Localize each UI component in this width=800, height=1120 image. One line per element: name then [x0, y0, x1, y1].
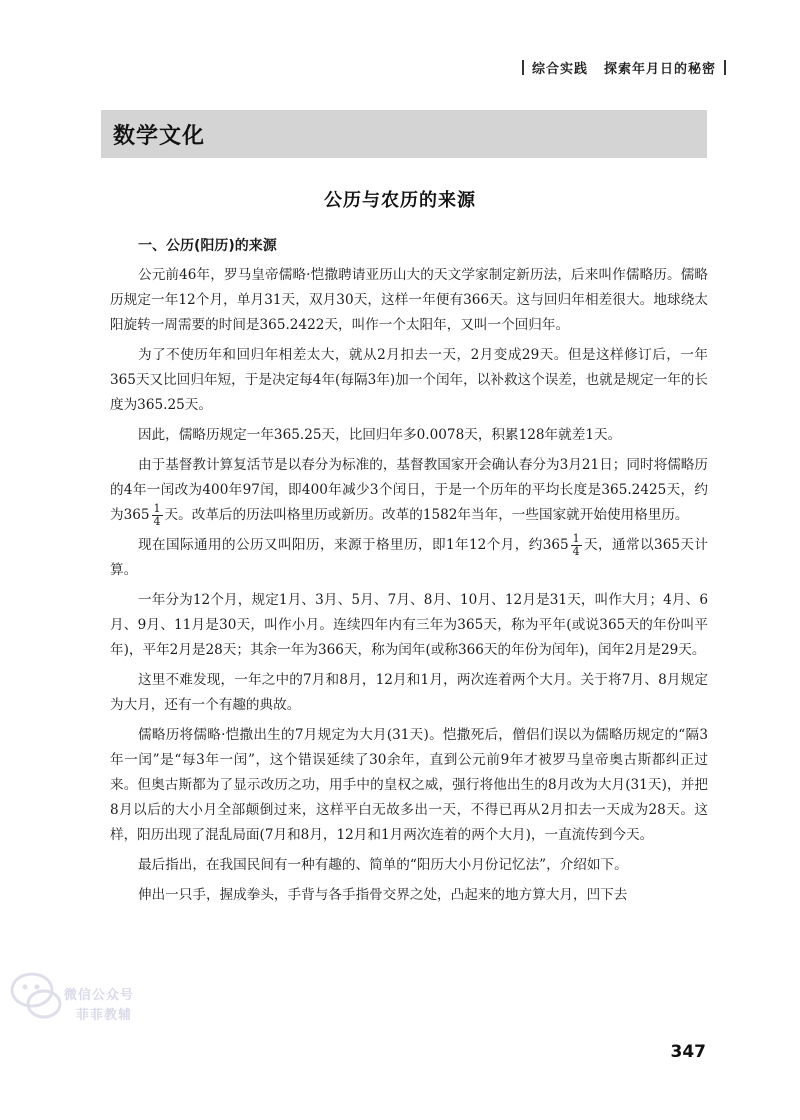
- section-banner: [101, 110, 707, 158]
- paragraph-current-calendar: 现在国际通用的公历又叫阳历，来源于格里历，即1年12个月，约365 $\frac{1}{4}$ 天，通常以365天计算。: [110, 532, 708, 578]
- header-divider-right: [724, 60, 726, 75]
- paragraph-leap-year-revision: 为了不使历年和回归年相差太大，就从2月扣去一天，2月变成29天。但是这样修订后，一年365天又比回归年短，于是决定每4年(每隔3年)加一个闰年，以补救这个误差，也就是规定一年的长度为365.25天。: [110, 347, 708, 413]
- page-number: 347: [670, 1042, 706, 1062]
- article-title: 公历与农历的来源: [324, 190, 476, 211]
- header-topic: 探索年月日的秘密: [603, 62, 716, 77]
- subheading-gregorian-origin: 一、公历(阳历)的来源: [138, 238, 277, 254]
- paragraph-big-small-months: 一年分为12个月，规定1月、3月、5月、7月、8月、10月、12月是31天，叫作大月；4月、6月、9月、11月是30天，叫作小月。连续四年内有三年为365天，称为平年(或说365天的年份叫平年)，平年2月是28天；其余一年为366天，称为闰年(或称366天的年份为闰年)，闰年2月是29天。: [110, 592, 708, 658]
- fraction-one-quarter: $\frac{1}{4}$: [153, 502, 161, 528]
- section-banner-title: 数学文化: [113, 123, 206, 149]
- paragraph-memory-method: 最后指出，在我国民间有一种有趣的、简单的“阳历大小月份记忆法”，介绍如下。: [138, 857, 628, 873]
- header-divider-left: [522, 60, 524, 75]
- fraction-one-quarter-2: $\frac{1}{4}$: [572, 532, 580, 558]
- paragraph-gregorian-reform: 由于基督教计算复活节是以春分为标准的，基督教国家开会确认春分为3月21日；同时将儒略历的4年一闰改为400年97闰，即400年减少3个闰日，于是一个历年的平均长度是365.2425天，约为365 $\frac{1}{4}$ 天。改革后的历法叫格里历或新历。改革的1582年当年，一些国家就开始使用格里历。: [110, 457, 708, 528]
- watermark: [6, 960, 196, 1030]
- paragraph-july-august: 这里不难发现，一年之中的7月和8月，12月和1月，两次连着两个大月。关于将7月、8月规定为大月，还有一个有趣的典故。: [110, 672, 708, 713]
- header-chapter: 综合实践: [531, 62, 588, 77]
- watermark-line1: 微信公众号: [64, 988, 135, 1003]
- running-header: [514, 58, 734, 77]
- watermark-line2: 菲菲教辅: [76, 1008, 133, 1023]
- paragraph-augustus-story: 儒略历将儒略·恺撒出生的7月规定为大月(31天)。恺撒死后，僧侣们误以为儒略历规定的“隔3年一闰”是“每3年一闰”，这个错误延续了30余年，直到公元前9年才被罗马皇帝奥古斯都纠正过来。但奥古斯都为了显示改历之功，用手中的皇权之威，强行将他出生的8月改为大月(31天)，并把8月以后的大小月全部颠倒过来，这样平白无故多出一天，不得已再从2月扣去一天成为28天。这样，阳历出现了混乱局面(7月和8月，12月和1月两次连着的两个大月)，一直流传到今天。: [110, 727, 708, 843]
- paragraph-julian-calendar: 公元前46年，罗马皇帝儒略·恺撒聘请亚历山大的天文学家制定新历法，后来叫作儒略历。儒略历规定一年12个月，单月31天，双月30天，这样一年便有366天。这与回归年相差很大。地球绕太阳旋转一周需要的时间是365.2422天，叫作一个太阳年，又叫一个回归年。: [110, 267, 708, 333]
- paragraph-fist-method: 伸出一只手，握成拳头，手背与各手指骨交界之处，凸起来的地方算大月，凹下去: [138, 887, 628, 903]
- wechat-logo-icon: [6, 960, 66, 1030]
- paragraph-julian-error: 因此，儒略历规定一年365.25天，比回归年多0.0078天，积累128年就差1天。: [138, 427, 622, 443]
- article-body: [110, 234, 708, 913]
